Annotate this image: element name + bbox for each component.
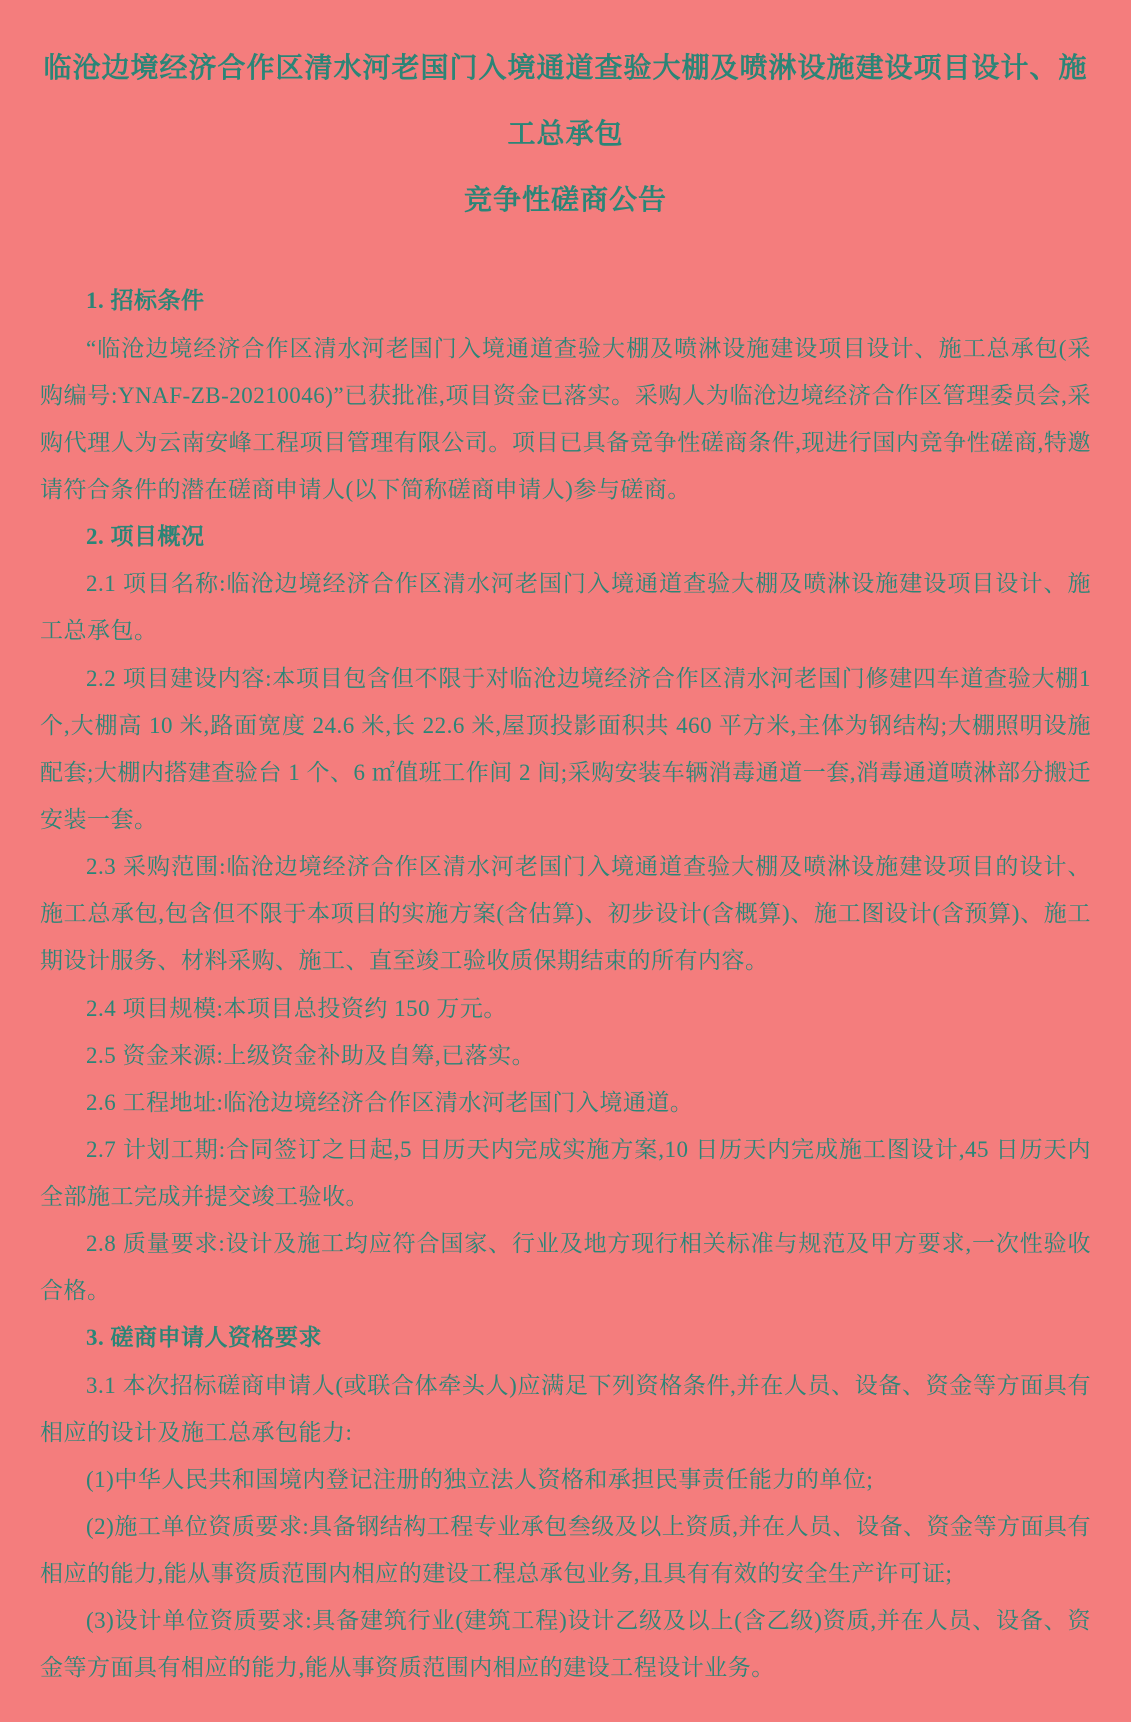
paragraph: 2.4 项目规模:本项目总投资约 150 万元。 xyxy=(86,995,507,1021)
title-line-2: 竞争性磋商公告 xyxy=(463,184,667,216)
paragraph: “临沧边境经济合作区清水河老国门入境通道查验大棚及喷淋设施建设项目设计、施工总承包(采购编号:YNAF-ZB-20210046)”已获批准,项目资金已落实。采购人为临沧边境经济合作区管理委员会,采购代理人为云南安峰工程项目管理有限公司。项目已具备竞争性磋商条件,现进行国内竞争性磋商,特邀请符合条件的潜在磋商申请人(以下简称磋商申请人)参与磋商。 xyxy=(40,335,1091,502)
paragraph: 2.2 项目建设内容:本项目包含但不限于对临沧边境经济合作区清水河老国门修建四车道查验大棚1个,大棚高 10 米,路面宽度 24.6 米,长 22.6 米,屋顶投影面积共 460 平方米,主体为钢结构;大棚照明设施配套;大棚内搭建查验台 1 个、6 ㎡值班工作间 2 间;采购安装车辆消毒通道一套,消毒通道喷淋部分搬迁安装一套。 xyxy=(40,665,1091,832)
paragraph: 2.1 项目名称:临沧边境经济合作区清水河老国门入境通道查验大棚及喷淋设施建设项目设计、施工总承包。 xyxy=(40,571,1091,644)
paragraph: 2.5 资金来源:上级资金补助及自筹,已落实。 xyxy=(86,1042,536,1068)
section-heading: 3. 磋商申请人资格要求 xyxy=(86,1325,322,1351)
paragraph: (3)设计单位资质要求:具备建筑行业(建筑工程)设计乙级及以上(含乙级)资质,并在人员、设备、资金等方面具有相应的能力,能从事资质范围内相应的建设工程设计业务。 xyxy=(40,1608,1091,1681)
paragraph: 2.8 质量要求:设计及施工均应符合国家、行业及地方现行相关标准与规范及甲方要求,一次性验收合格。 xyxy=(40,1231,1091,1304)
section-heading: 2. 项目概况 xyxy=(86,524,205,550)
paragraph: 2.7 计划工期:合同签订之日起,5 日历天内完成实施方案,10 日历天内完成施工图设计,45 日历天内全部施工完成并提交竣工验收。 xyxy=(40,1136,1091,1210)
section-heading: 1. 招标条件 xyxy=(86,288,205,314)
document-title xyxy=(40,36,1091,233)
paragraph: 2.3 采购范围:临沧边境经济合作区清水河老国门入境通道查验大棚及喷淋设施建设项目的设计、施工总承包,包含但不限于本项目的实施方案(含估算)、初步设计(含概算)、施工图设计(含预算)、施工期设计服务、材料采购、施工、直至竣工验收质保期结束的所有内容。 xyxy=(40,854,1091,974)
paragraph: (2)施工单位资质要求:具备钢结构工程专业承包叁级及以上资质,并在人员、设备、资金等方面具有相应的能力,能从事资质范围内相应的建设工程总承包业务,且具有有效的安全生产许可证; xyxy=(40,1514,1091,1587)
paragraph: 2.6 工程地址:临沧边境经济合作区清水河老国门入境通道。 xyxy=(86,1089,694,1115)
paragraph: 3.1 本次招标磋商申请人(或联合体牵头人)应满足下列资格条件,并在人员、设备、资金等方面具有相应的设计及施工总承包能力: xyxy=(40,1372,1091,1445)
title-line-1: 临沧边境经济合作区清水河老国门入境通道查验大棚及喷淋设施建设项目设计、施工总承包 xyxy=(43,53,1088,150)
paragraph: (1)中华人民共和国境内登记注册的独立法人资格和承担民事责任能力的单位; xyxy=(86,1466,874,1492)
document-body xyxy=(40,277,1091,1691)
